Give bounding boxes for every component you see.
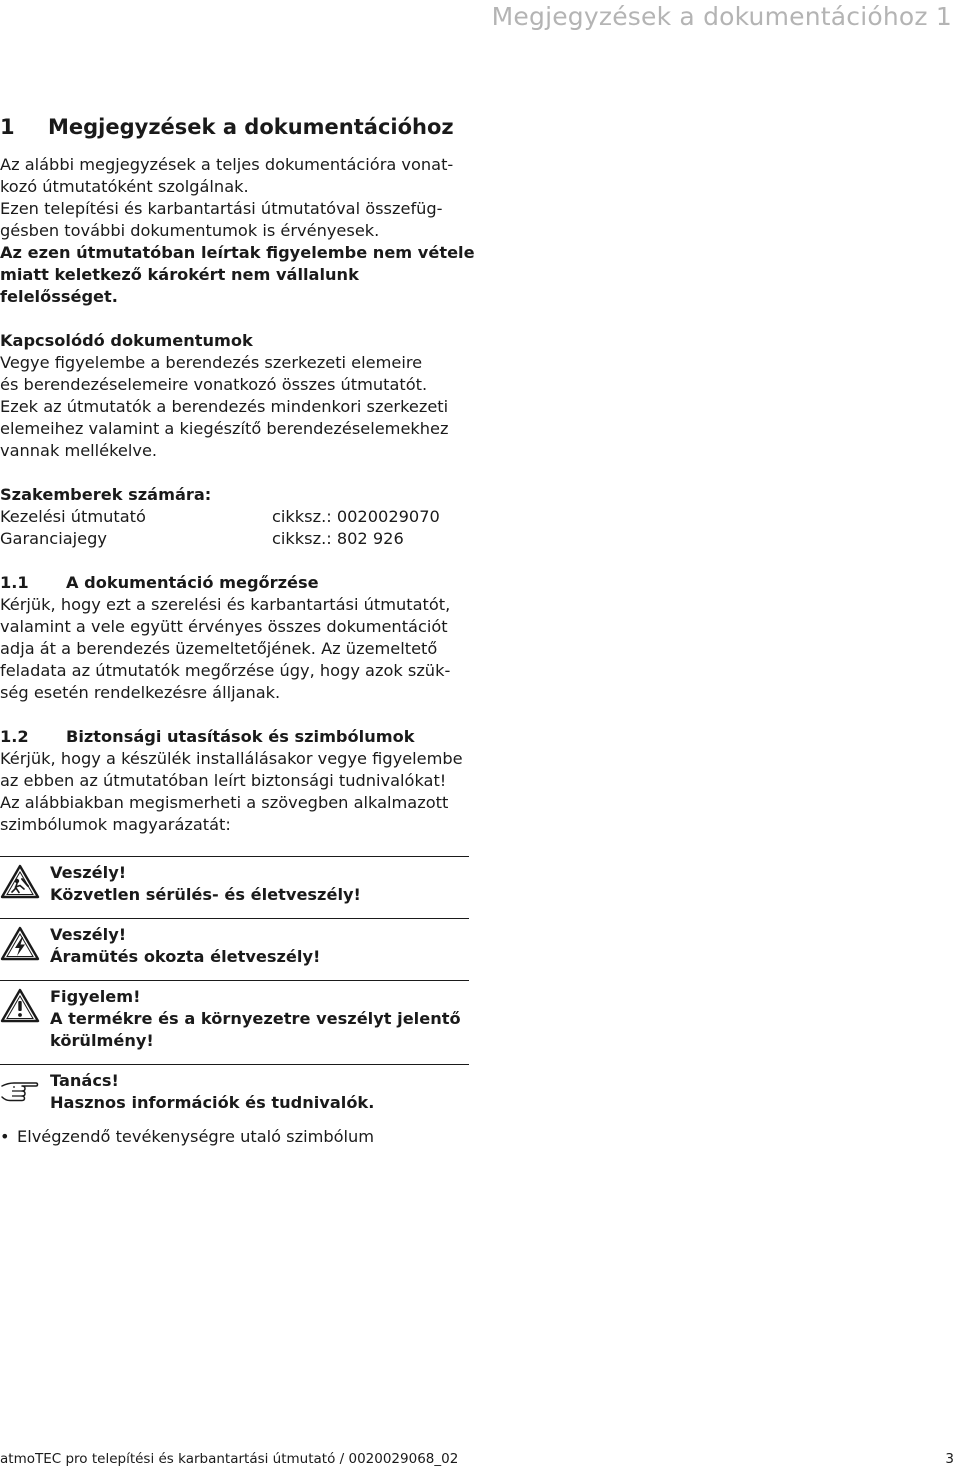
section-title: A dokumentáció megőrzése [66, 573, 319, 592]
document-name: Garanciajegy [0, 529, 107, 548]
section-line: az ebben az útmutatóban leírt biztonsági tudnivalókat! [0, 771, 447, 790]
section-documentation-storage [0, 572, 475, 704]
related-heading: Kapcsolódó dokumentumok [0, 331, 253, 350]
notice-text: Közvetlen sérülés- és életveszély! [50, 885, 361, 904]
notice-title: Veszély! [50, 925, 127, 944]
section-number: 1.2 [0, 727, 29, 746]
related-line: Vegye figyelembe a berendezés szerkezeti elemeire [0, 353, 423, 372]
chapter-heading [0, 112, 475, 142]
related-line: Ezek az útmutatók a berendezés mindenkori szerkezeti [0, 397, 449, 416]
notice-title: Veszély! [50, 863, 127, 882]
notice-text: Áramütés okozta életveszély! [50, 947, 321, 966]
page-number: 3 [945, 1451, 954, 1467]
section-line: Kérjük, hogy a készülék installálásakor vegye figyelembe [0, 749, 463, 768]
related-line: elemeihez valamint a kiegészítő berendezéselemekhez [0, 419, 449, 438]
section-line: ség esetén rendelkezésre álljanak. [0, 683, 281, 702]
chapter-number: 1 [0, 115, 15, 139]
bullet-symbol: • [0, 1127, 10, 1146]
section-line: szimbólumok magyarázatát: [0, 815, 231, 834]
intro-line: Ezen telepítési és karbantartási útmutatóval összefüg- [0, 199, 443, 218]
notice-caution [0, 980, 469, 1052]
intro-line: Az alábbi megjegyzések a teljes dokumentációra vonat- [0, 155, 454, 174]
pointing-hand-icon [0, 1072, 40, 1108]
specialist-documents [0, 484, 475, 550]
document-code: cikksz.: 802 926 [272, 529, 404, 548]
related-documents [0, 330, 475, 462]
disclaimer-line: Az ezen útmutatóban leírtak figyelembe nem vétele [0, 243, 475, 262]
caution-exclamation-icon [0, 988, 40, 1024]
notice-danger-electric [0, 918, 469, 968]
document-row [0, 528, 475, 550]
section-line: feladata az útmutatók megőrzése úgy, hogy azok szük- [0, 661, 451, 680]
page-content [0, 112, 475, 1148]
notice-text: Hasznos információk és tudnivalók. [50, 1093, 375, 1112]
disclaimer-line: miatt keletkező károkért nem vállalunk felelősséget. [0, 265, 359, 306]
section-safety-symbols [0, 726, 475, 836]
notice-tip [0, 1064, 469, 1114]
notice-danger-injury [0, 856, 469, 906]
intro-paragraph [0, 154, 475, 308]
document-row [0, 506, 475, 528]
document-name: Kezelési útmutató [0, 507, 146, 526]
injury-warning-icon [0, 864, 40, 900]
footer-document-title: atmoTEC pro telepítési és karbantartási útmutató / 0020029068_02 [0, 1451, 459, 1467]
specialists-heading: Szakemberek számára: [0, 485, 212, 504]
section-line: Az alábbiakban megismerheti a szövegben alkalmazott [0, 793, 449, 812]
related-line: vannak mellékelve. [0, 441, 158, 460]
notice-title: Tanács! [50, 1071, 119, 1090]
section-heading [0, 572, 475, 594]
electric-shock-warning-icon [0, 926, 40, 962]
intro-line: gésben további dokumentumok is érvényesek. [0, 221, 380, 240]
document-code: cikksz.: 0020029070 [272, 507, 440, 526]
chapter-title: Megjegyzések a dokumentációhoz [48, 115, 454, 139]
related-line: és berendezéselemeire vonatkozó összes útmutatót. [0, 375, 428, 394]
action-symbol-legend [0, 1126, 475, 1148]
section-line: Kérjük, hogy ezt a szerelési és karbantartási útmutatót, [0, 595, 451, 614]
bullet-text: Elvégzendő tevékenységre utaló szimbólum [17, 1127, 375, 1146]
notice-title: Figyelem! [50, 987, 141, 1006]
notice-text: körülmény! [50, 1031, 154, 1050]
section-number: 1.1 [0, 573, 29, 592]
notice-text: A termékre és a környezetre veszélyt jelentő [50, 1009, 461, 1028]
section-line: valamint a vele együtt érvényes összes dokumentációt [0, 617, 448, 636]
section-title: Biztonsági utasítások és szimbólumok [66, 727, 415, 746]
running-head: Megjegyzések a dokumentációhoz 1 [491, 2, 952, 31]
section-line: adja át a berendezés üzemeltetőjének. Az üzemeltető [0, 639, 438, 658]
intro-line: kozó útmutatóként szolgálnak. [0, 177, 249, 196]
section-heading [0, 726, 475, 748]
